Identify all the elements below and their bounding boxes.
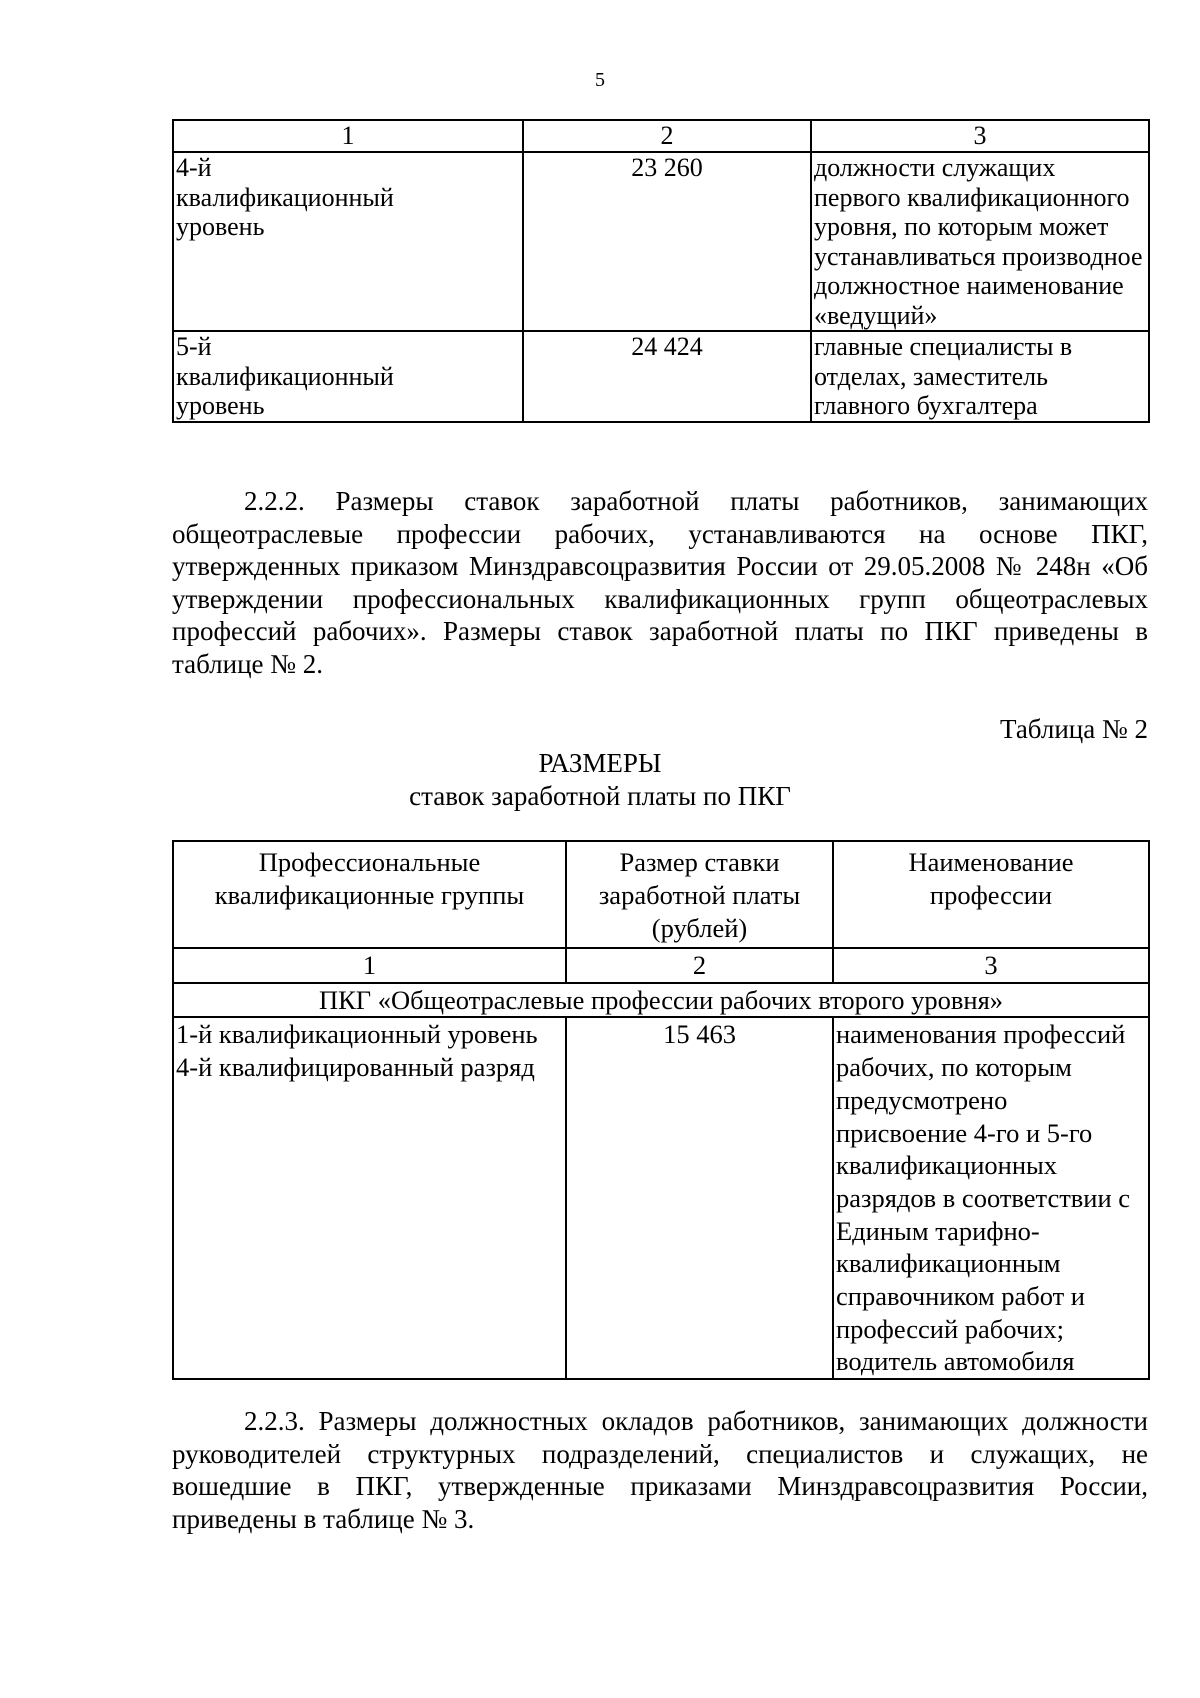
qualification-level: 5-й квалификационный уровень bbox=[173, 331, 523, 422]
paragraph-2-2-2: 2.2.2. Размеры ставок заработной платы работников, занимающих общеотраслевые профессии рабочих, устанавливаются на основе ПКГ, утвержденных приказом Минздравсоцразвития России от 29.05.2008 № 248н «Об утверждении профессиональных квалификационных групп общеотраслевых профессий рабочих». Размеры ставок заработной платы по ПКГ приведены в таблице № 2. bbox=[172, 486, 1148, 679]
column-number-2: 2 bbox=[566, 948, 833, 983]
column-number-1: 1 bbox=[173, 948, 566, 983]
qualification-grade: 4-й квалифицированный разряд bbox=[176, 1052, 535, 1083]
paragraph-2-2-3: 2.2.3. Размеры должностных окладов работников, занимающих должности руководителей структурных подразделений, специалистов и служащих, не вошедшие в ПКГ, утвержденные приказами Минздравсоцразвития России, приведены в таблице № 3. bbox=[172, 1406, 1148, 1534]
column-header-profession: Наименование профессии bbox=[833, 841, 1149, 948]
table-caption: Таблица № 2 bbox=[1000, 714, 1148, 744]
column-header-groups: Профессиональные квалификационные группы bbox=[173, 841, 566, 948]
salary-rates-table bbox=[172, 840, 1150, 1380]
profession-names: наименования профессий рабочих, по которым предусмотрено присвоение 4-го и 5-го квалификационных разрядов в соответствии с Единым тарифно-квалификационным справочником работ и профессий рабочих; водитель автомобиля bbox=[833, 1017, 1149, 1379]
salary-value: 23 260 bbox=[523, 152, 811, 331]
table-title: РАЗМЕРЫ bbox=[538, 748, 662, 778]
qualification-level: 4-й квалификационный уровень bbox=[173, 152, 523, 331]
column-number-3: 3 bbox=[811, 120, 1149, 152]
qualification-cell bbox=[173, 1017, 566, 1379]
column-number-3: 3 bbox=[833, 948, 1149, 983]
table-header-row bbox=[173, 841, 1149, 948]
table-number-row bbox=[173, 948, 1149, 983]
table-row bbox=[173, 152, 1149, 331]
qualification-level: 1-й квалификационный уровень bbox=[176, 1019, 538, 1050]
table-header-row bbox=[173, 120, 1149, 152]
column-number-2: 2 bbox=[523, 120, 811, 152]
table-row bbox=[173, 331, 1149, 422]
position-names: главные специалисты в отделах, заместитель главного бухгалтера bbox=[811, 331, 1149, 422]
column-header-salary: Размер ставки заработной платы (рублей) bbox=[566, 841, 833, 948]
professional-group-title: ПКГ «Общеотраслевые профессии рабочих второго уровня» bbox=[173, 983, 1149, 1018]
table-row bbox=[173, 1017, 1149, 1379]
position-names: должности служащих первого квалификационного уровня, по которым может устанавливаться производное должностное наименование «ведущий» bbox=[811, 152, 1149, 331]
qualification-table-continued bbox=[172, 119, 1150, 423]
page-number: 5 bbox=[595, 69, 605, 91]
table-subtitle: ставок заработной платы по ПКГ bbox=[409, 781, 791, 811]
salary-value: 24 424 bbox=[523, 331, 811, 422]
table-group-row bbox=[173, 983, 1149, 1018]
salary-value: 15 463 bbox=[566, 1017, 833, 1379]
column-number-1: 1 bbox=[173, 120, 523, 152]
